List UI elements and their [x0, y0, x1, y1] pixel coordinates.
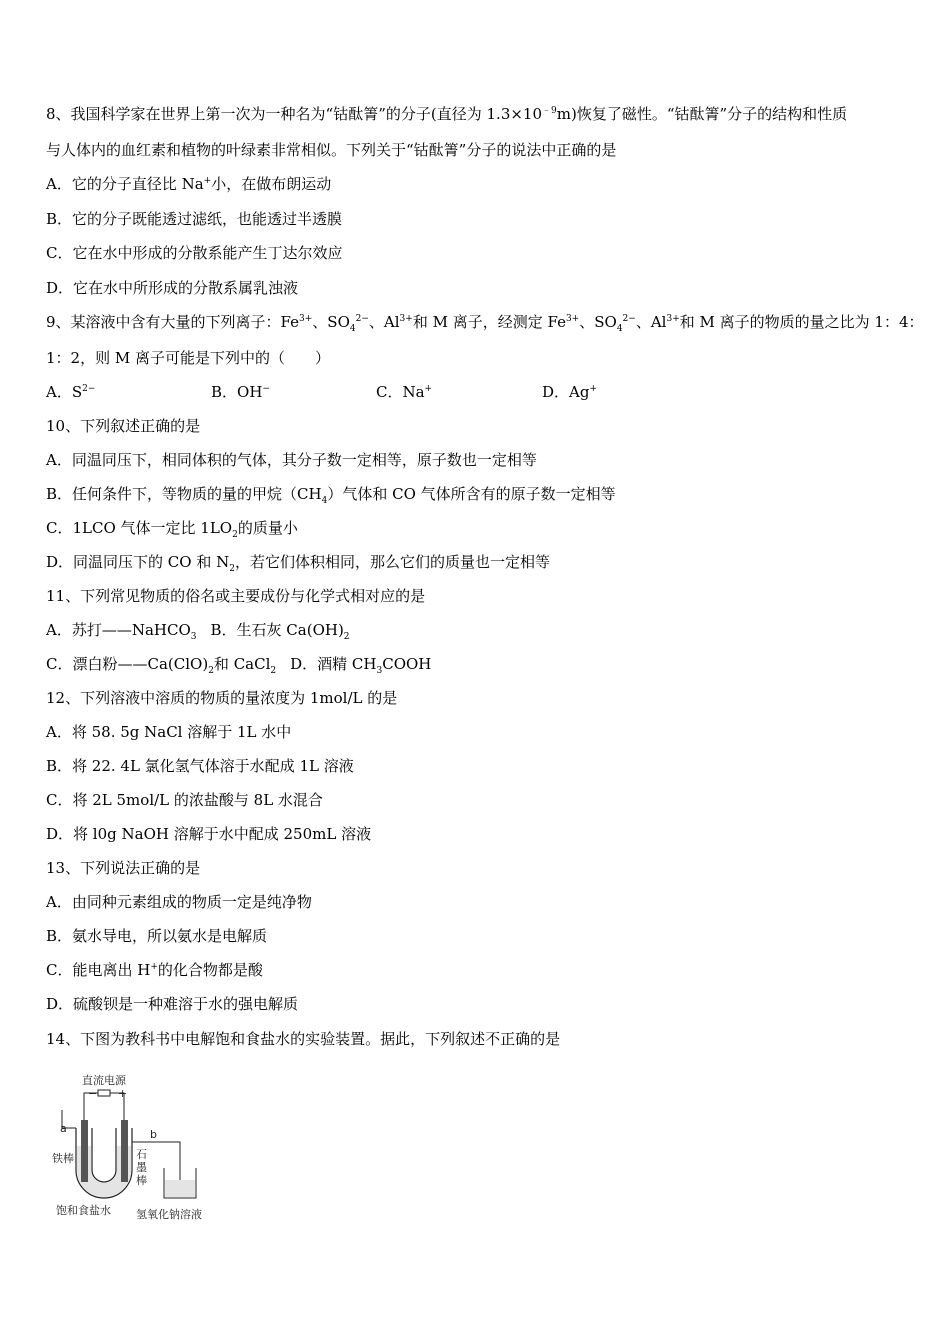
q10-option-b [46, 484, 616, 504]
q8-option-b: B．它的分子既能透过滤纸，也能透过半透膜 [46, 210, 343, 228]
q11-options-ab [46, 620, 350, 640]
q9-option-c-sup: + [424, 384, 433, 394]
q11-option-c: C．漂白粉——Ca(ClO) [46, 655, 209, 673]
q11-option-b-sub: 2 [343, 632, 350, 642]
q13-stem: 13、下列说法正确的是 [46, 859, 201, 877]
q12-option-c: C．将 2L 5mol/L 的浓盐酸与 8L 水混合 [46, 791, 323, 809]
graphite-rod-label-3: 棒 [136, 1174, 147, 1187]
q10-option-a: A．同温同压下，相同体积的气体，其分子数一定相等，原子数也一定相等 [46, 451, 537, 469]
q9-option-c-text: C．Na [376, 383, 425, 401]
q10-option-d-text: D．同温同压下的 CO 和 N [46, 553, 230, 571]
power-source-label: 直流电源 [82, 1074, 126, 1087]
q8-option-c: C．它在水中形成的分散系能产生丁达尔效应 [46, 244, 343, 262]
q9-stem-line2: 1：2，则 M 离子可能是下列中的（ ） [46, 349, 330, 367]
q9-stem-part: 、SO [312, 313, 350, 331]
so4-charge: 2− [622, 314, 636, 324]
q9-option-c [376, 382, 432, 402]
q11-option-a-sub: 3 [190, 632, 197, 642]
q11-option-d: COOH [382, 655, 432, 673]
q9-option-d-sup: + [589, 384, 598, 394]
graphite-rod [121, 1120, 128, 1182]
q9-stem-part: 和 M 离子，经测定 Fe [412, 313, 566, 331]
q9-options [46, 382, 746, 402]
ch4-subscript: 4 [321, 496, 328, 506]
q11-option-a: A．苏打——NaHCO [46, 621, 191, 639]
q9-option-a-sup: 2− [82, 384, 96, 394]
q8-stem-part: 8、我国科学家在世界上第一次为一种名为“钴酞箐”的分子(直径为 1.3×10 [46, 105, 543, 123]
q8-stem-part: m)恢复了磁性。“钴酞箐”分子的结构和性质 [556, 105, 848, 123]
q9-stem-part: 9、某溶液中含有大量的下列离子：Fe [46, 313, 300, 331]
q9-stem-part: 和 M 离子的物质的量之比为 1：4： [679, 313, 924, 331]
label-b: b [150, 1128, 157, 1141]
brine-label: 饱和食盐水 [56, 1204, 111, 1217]
q10-option-b-text: B．任何条件下，等物质的量的甲烷（CH [46, 485, 322, 503]
q13-option-b: B．氨水导电，所以氨水是电解质 [46, 927, 268, 945]
n2-subscript: 2 [229, 564, 235, 574]
plus-terminal-label: + [118, 1087, 128, 1100]
q13-option-c-text: 的化合物都是酸 [157, 961, 263, 979]
q10-stem: 10、下列叙述正确的是 [46, 417, 201, 435]
q10-option-d-text: ，若它们体积相同，那么它们的质量也一定相等 [234, 553, 550, 571]
q12-option-d: D．将 l0g NaOH 溶解于水中配成 250mL 溶液 [46, 825, 372, 843]
electrolysis-apparatus-figure [40, 1070, 240, 1230]
q10-option-d [46, 552, 550, 572]
graphite-rod-label-1: 石 [136, 1148, 147, 1161]
q9-option-a-text: A．S [46, 383, 83, 401]
q9-stem-part: 、Al [635, 313, 667, 331]
q11-option-d-sub: 3 [376, 666, 383, 676]
q8-stem-line1 [46, 104, 847, 124]
q9-option-d [542, 382, 597, 402]
q11-option-c: 和 CaCl [213, 655, 271, 673]
q14-stem: 14、下图为教科书中电解饱和食盐水的实验装置。据此，下列叙述不正确的是 [46, 1030, 561, 1048]
q8-exponent: ﹣9 [542, 106, 557, 116]
q10-option-c [46, 518, 298, 538]
naoh-solution-fill [165, 1180, 195, 1197]
so4-subscript: 4 [616, 324, 623, 334]
q9-stem-line1 [46, 312, 924, 332]
u-tube-inner [92, 1128, 116, 1182]
q10-option-c-text: C．1LCO 气体一定比 1LO [46, 519, 233, 537]
q11-option-c-sub: 2 [270, 666, 277, 676]
q8-option-d: D．它在水中所形成的分散系属乳浊液 [46, 279, 299, 297]
q9-option-a [46, 382, 95, 402]
minus-terminal-label: − [88, 1087, 98, 1100]
naoh-solution-label: 氢氧化钠溶液 [136, 1208, 202, 1221]
q9-option-b [211, 382, 270, 402]
q11-stem: 11、下列常见物质的俗名或主要成份与化学式相对应的是 [46, 587, 426, 605]
q8-option-a-text: 小，在做布朗运动 [211, 175, 332, 193]
q10-option-b-text: ）气体和 CO 气体所含有的原子数一定相等 [327, 485, 616, 503]
so4-charge: 2− [355, 314, 369, 324]
q13-option-c [46, 960, 263, 980]
graphite-rod-label-2: 墨 [136, 1161, 147, 1174]
q11-option-b: B．生石灰 Ca(OH) [210, 621, 344, 639]
q8-option-a-sup: + [203, 176, 212, 186]
q12-option-b: B．将 22. 4L 氯化氢气体溶于水配成 1L 溶液 [46, 757, 354, 775]
fe-charge: 3+ [565, 314, 580, 324]
o2-subscript: 2 [232, 530, 238, 540]
q12-option-a: A．将 58. 5g NaCl 溶解于 1L 水中 [46, 723, 292, 741]
h-charge: + [150, 962, 158, 972]
al-charge: 3+ [666, 314, 680, 324]
iron-rod-label: 铁棒 [52, 1152, 74, 1165]
q8-option-a [46, 174, 331, 194]
q13-option-d: D．硫酸钡是一种难溶于水的强电解质 [46, 995, 299, 1013]
fe-charge: 3+ [299, 314, 313, 324]
q10-option-c-text: 的质量小 [237, 519, 298, 537]
al-charge: 3+ [399, 314, 413, 324]
q11-option-c-sub: 2 [208, 666, 214, 676]
power-source-box [98, 1090, 110, 1096]
q9-stem-part: 、Al [368, 313, 400, 331]
q13-option-a: A．由同种元素组成的物质一定是纯净物 [46, 893, 312, 911]
q11-options-cd [46, 654, 431, 674]
so4-subscript: 4 [349, 324, 356, 334]
q9-stem-part: 、SO [579, 313, 617, 331]
iron-rod [81, 1120, 88, 1182]
label-a: a [60, 1122, 67, 1135]
q13-option-c-text: C．能电离出 H [46, 961, 151, 979]
q9-option-b-text: B．OH [211, 383, 263, 401]
q9-option-b-sup: − [262, 384, 270, 394]
q9-option-d-text: D．Ag [542, 383, 590, 401]
q8-option-a-text: A．它的分子直径比 Na [46, 175, 204, 193]
q11-option-d: D．酒精 CH [290, 655, 377, 673]
q8-stem-line2: 与人体内的血红素和植物的叶绿素非常相似。下列关于“钴酞箐”分子的说法中正确的是 [46, 141, 617, 159]
q12-stem: 12、下列溶液中溶质的物质的量浓度为 1mol/L 的是 [46, 689, 398, 707]
